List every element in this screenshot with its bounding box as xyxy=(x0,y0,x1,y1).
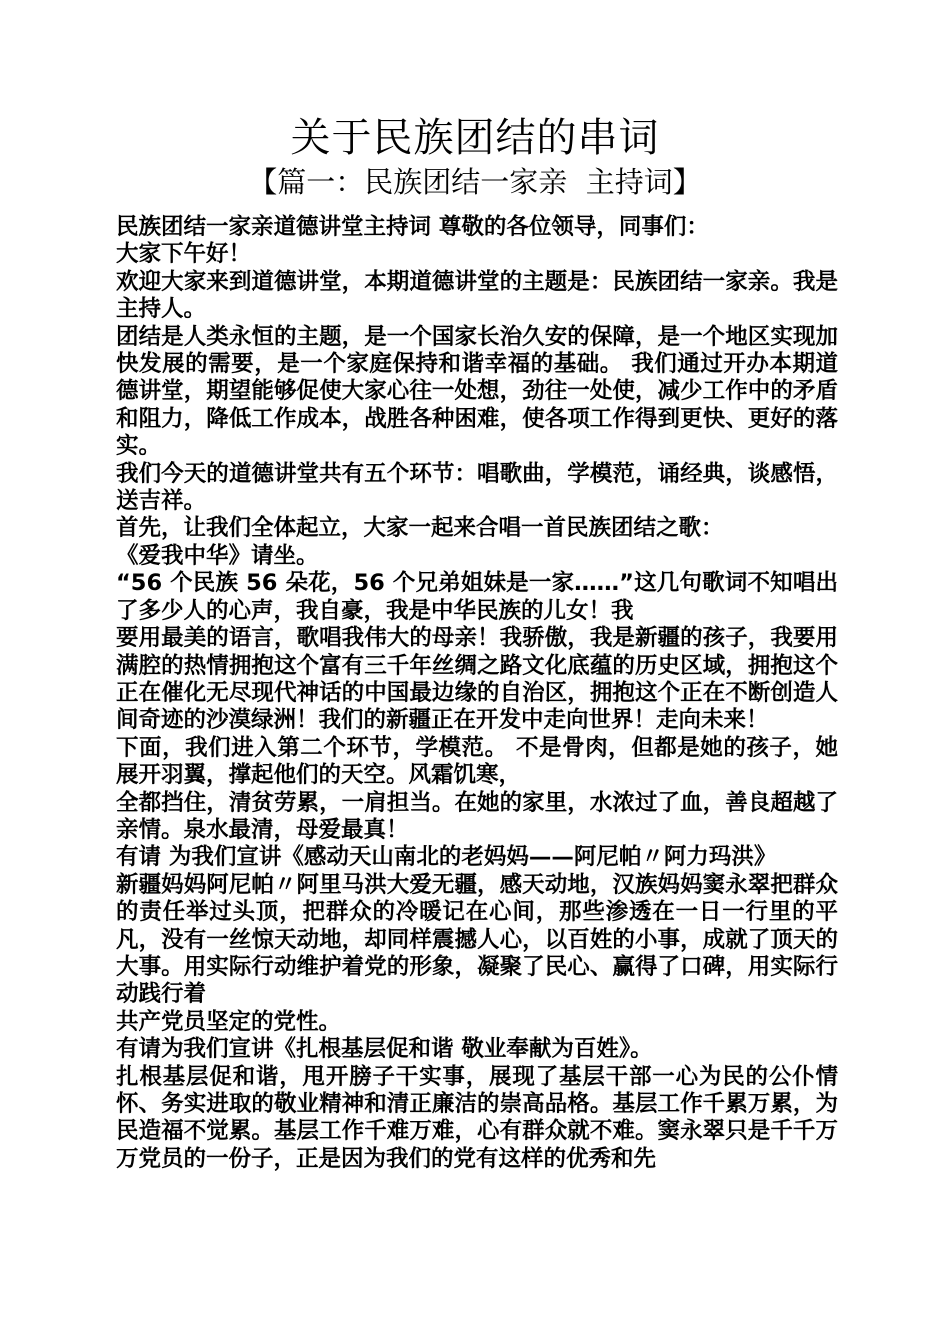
paragraph-mother-love: 全都挡住，清贫劳累，一肩担当。在她的家里，水浓过了血，善良超越了亲情。泉水最清，母爱最真！ xyxy=(116,789,838,843)
document-subtitle: 【篇一：民族团结一家亲 主持词】 xyxy=(248,165,702,199)
paragraph-lyrics: “56 个民族 56 朵花，56 个兄弟姐妹是一家……”这几句歌词不知唱出了多少人的心声，我自豪，我是中华民族的儿女！我 xyxy=(116,570,838,624)
paragraph-stand-and-sing: 首先，让我们全体起立，大家一起来合唱一首民族团结之歌： xyxy=(116,515,724,542)
paragraph-second-segment: 下面，我们进入第二个环节，学模范。 不是骨肉，但都是她的孩子，她展开羽翼，撑起他们的天空。风霜饥寒， xyxy=(116,734,838,789)
paragraph-song-title: 《爱我中华》请坐。 xyxy=(116,542,319,569)
document-body xyxy=(116,214,838,1173)
paragraph-opening-greeting: 民族团结一家亲道德讲堂主持词 尊敬的各位领导，同事们： xyxy=(116,214,709,240)
paragraph-good-afternoon: 大家下午好！ xyxy=(116,241,252,268)
paragraph-first-speaker: 有请 为我们宣讲《感动天山南北的老妈妈——阿尼帕〃阿力玛洪》 xyxy=(116,844,777,871)
paragraph-unity-theme: 团结是人类永恒的主题，是一个国家长治久安的保障，是一个地区实现加快发展的需要，是一个家庭保持和谐幸福的基础。 我们通过开办本期道德讲堂，期望能够促使大家心往一处想，劲往一处使，减少工作中的矛盾和阻力，降低工作成本，战胜各种困难，使各项工作得到更快、更好的落实。 xyxy=(116,323,838,460)
document-title: 关于民族团结的串词 xyxy=(290,115,660,161)
paragraph-five-segments: 我们今天的道德讲堂共有五个环节：唱歌曲，学模范，诵经典，谈感悟，送吉祥。 xyxy=(116,460,838,515)
paragraph-second-speaker: 有请为我们宣讲《扎根基层促和谐 敬业奉献为百姓》。 xyxy=(116,1036,653,1063)
paragraph-xinjiang-mother: 新疆妈妈阿尼帕〃阿里马洪大爱无疆，感天动地，汉族妈妈窦永翠把群众的责任举过头顶，把群众的冷暖记在心间，那些渗透在一日一行里的平凡，没有一丝惊天动地，却同样震撼人心，以百姓的小事，成就了顶天的大事。用实际行动维护着党的形象，凝聚了民心、赢得了口碑，用实际行动践行着 xyxy=(116,871,838,1008)
paragraph-grassroots: 扎根基层促和谐，甩开膀子干实事，展现了基层干部一心为民的公仆情怀、务实进取的敬业精神和清正廉洁的崇高品格。基层工作千累万累，为民造福不觉累。基层工作千难万难，心有群众就不难。窦永翠只是千千万万党员的一份子，正是因为我们的党有这样的优秀和先 xyxy=(116,1063,838,1172)
paragraph-welcome: 欢迎大家来到道德讲堂，本期道德讲堂的主题是：民族团结一家亲。我是主持人。 xyxy=(116,268,838,323)
paragraph-xinjiang-pride: 要用最美的语言，歌唱我伟大的母亲！我骄傲，我是新疆的孩子，我要用满腔的热情拥抱这个富有三千年丝绸之路文化底蕴的历史区域，拥抱这个正在催化无尽现代神话的中国最边缘的自治区，拥抱这个正在不断创造人间奇迹的沙漠绿洲！我们的新疆正在开发中走向世界！走向未来！ xyxy=(116,625,838,734)
paragraph-party-spirit: 共产党员坚定的党性。 xyxy=(116,1008,342,1035)
